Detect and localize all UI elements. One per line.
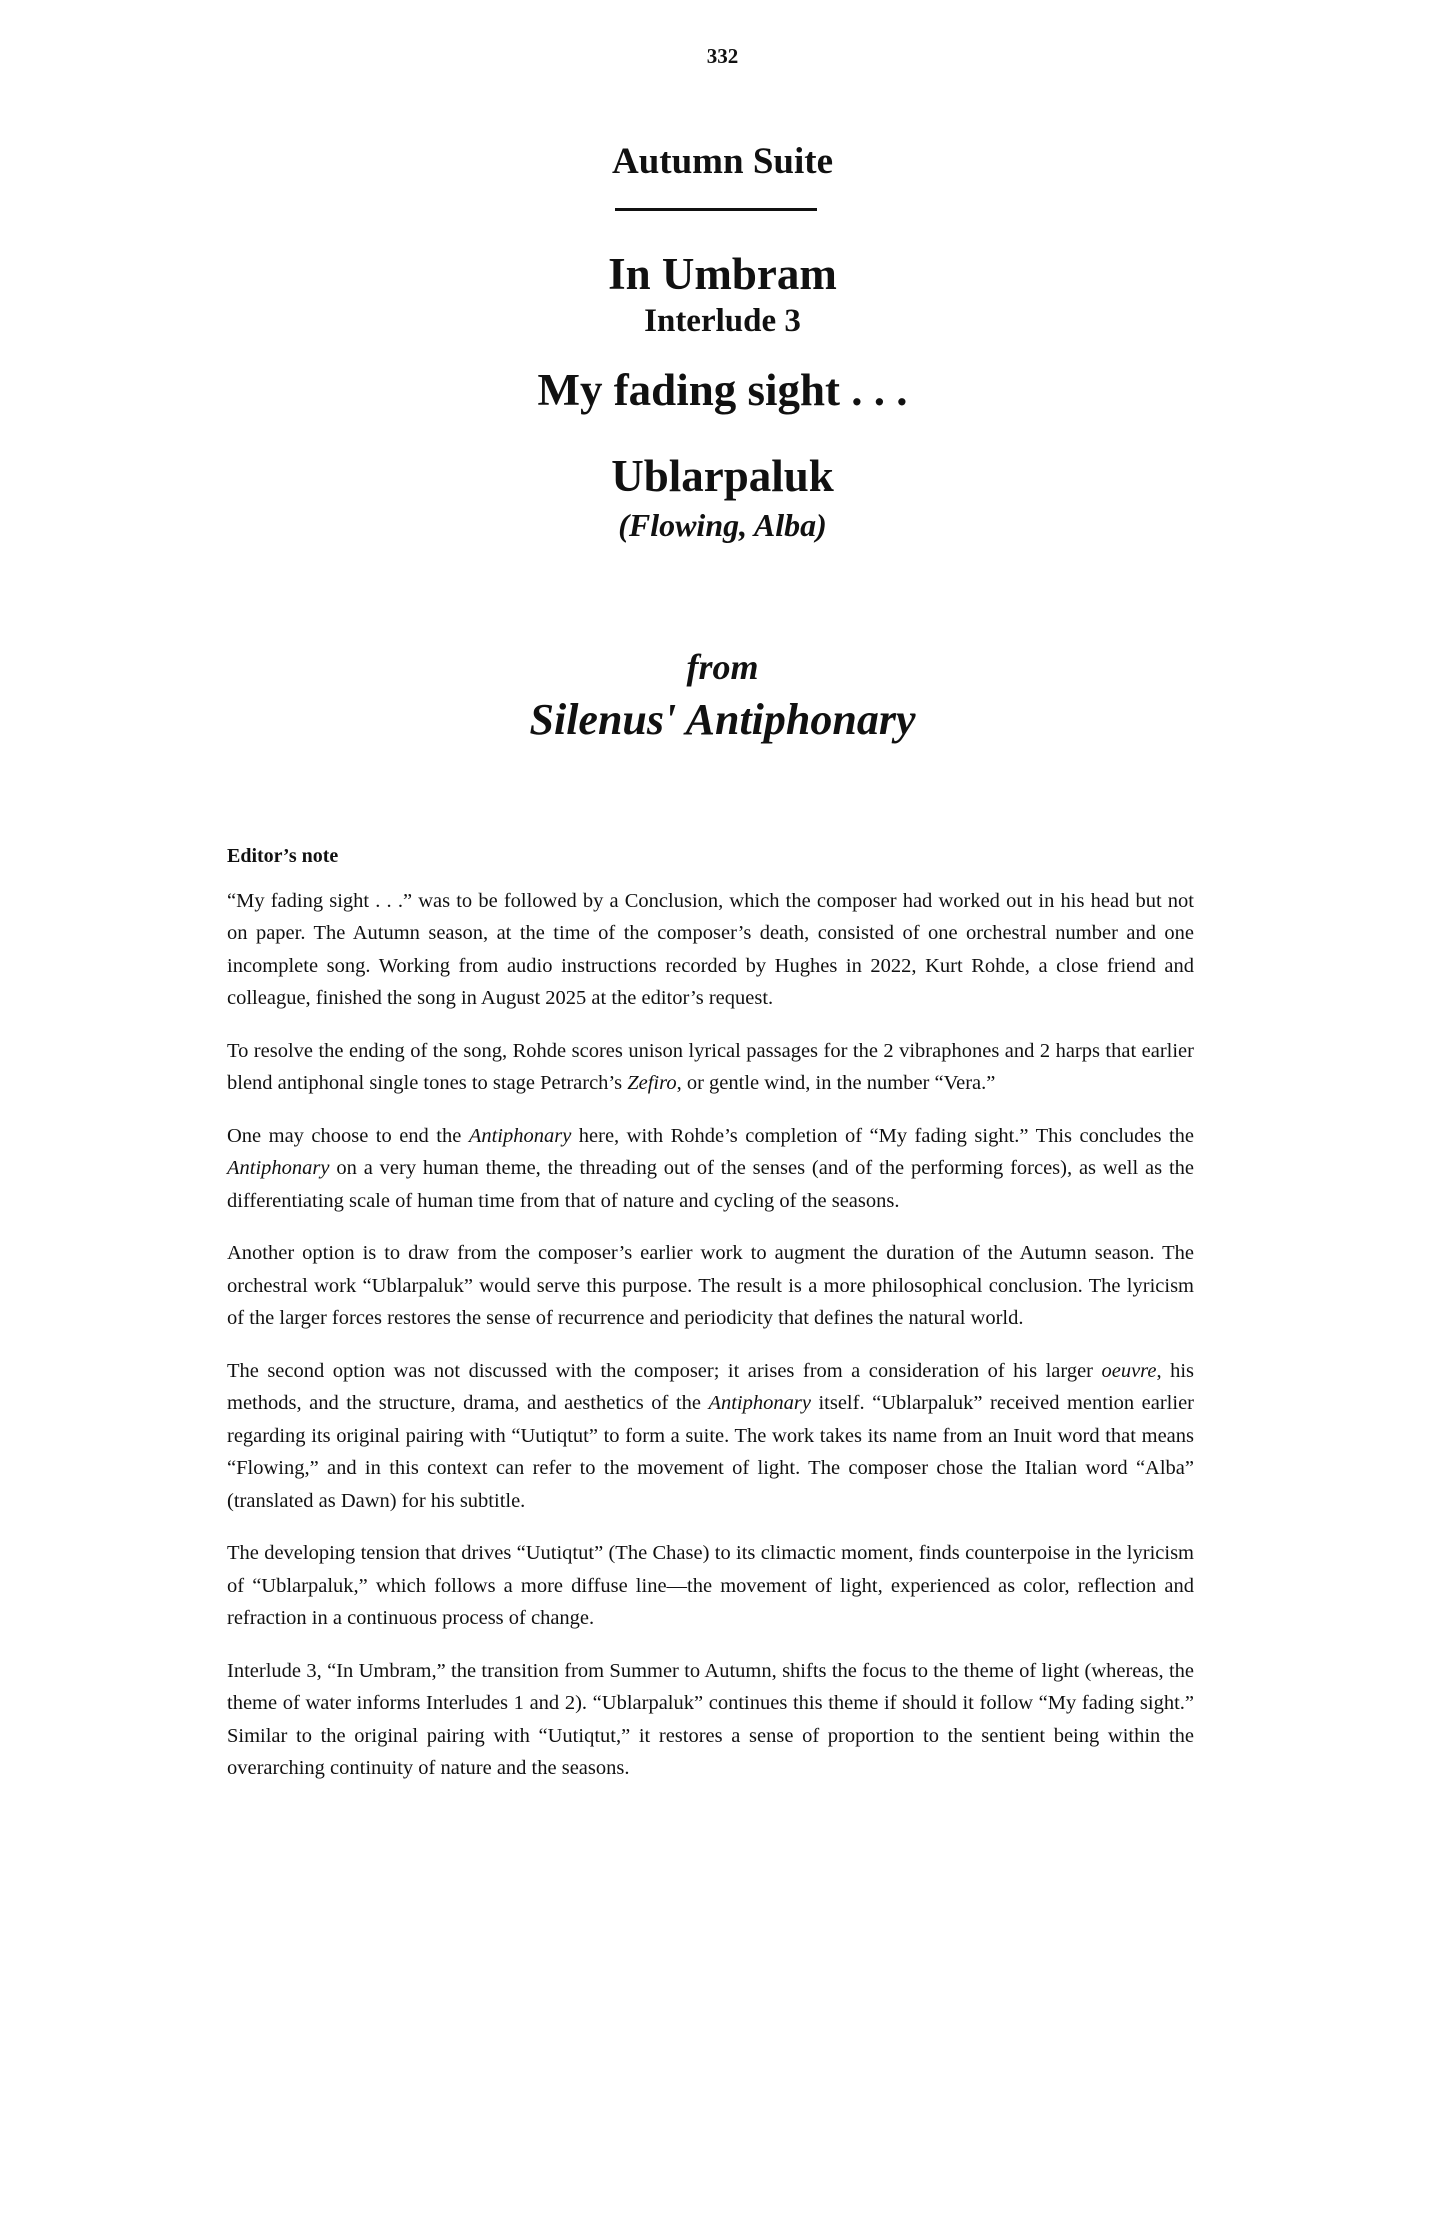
piece-title-ublarpaluk: Ublarpaluk bbox=[611, 451, 834, 501]
title-rule bbox=[615, 208, 817, 211]
note-paragraph-6: The developing tension that drives “Uutiqtut” (The Chase) to its climactic moment, finds counterpoise in the lyricism of “Ublarpaluk,” which follows a more diffuse line—the movement of light, experienced as color, reflection and refraction in a continuous process of change. bbox=[227, 1542, 1194, 1629]
note-text: One may choose to end the bbox=[227, 1124, 469, 1147]
note-italic-antiphonary: Antiphonary bbox=[227, 1157, 330, 1179]
note-text: here, with Rohde’s completion of “My fading sight.” This concludes the bbox=[571, 1124, 1194, 1147]
note-italic-zefiro: Zefiro bbox=[627, 1072, 677, 1094]
piece-subtitle-interlude: Interlude 3 bbox=[644, 303, 801, 339]
note-italic-antiphonary: Antiphonary bbox=[468, 1124, 572, 1147]
editors-note-heading: Editor’s note bbox=[227, 845, 339, 867]
source-title: Silenus' Antiphonary bbox=[529, 695, 916, 744]
page-number: 332 bbox=[706, 44, 739, 68]
piece-subtitle-flowing-alba: (Flowing, Alba) bbox=[618, 507, 827, 543]
note-paragraph-5 bbox=[227, 1355, 1194, 1518]
note-text: itself. “Ublarpaluk” received mention earlier regarding its original pairing with “Uutiqtut” to form a suite. The work takes its name from an Inuit word that means “Flowing,” and in this context can refer to the movement of light. The composer chose the Italian word “Alba” (translated as Dawn) for his subtitle. bbox=[227, 1392, 1194, 1512]
note-paragraph-1: “My fading sight . . .” was to be followed by a Conclusion, which the composer had worked out in his head but not on paper. The Autumn season, at the time of the composer’s death, consisted of one orchestral number and one incomplete song. Working from audio instructions recorded by Hughes in 2022, Kurt Rohde, a close friend and colleague, finished the song in August 2025 at the editor’s request. bbox=[227, 889, 1194, 1009]
note-italic-oeuvre: oeuvre bbox=[1101, 1359, 1157, 1382]
piece-title-my-fading-sight: My fading sight . . . bbox=[537, 365, 908, 415]
editors-note bbox=[227, 840, 1194, 1805]
note-italic-antiphonary: Antiphonary bbox=[708, 1392, 811, 1414]
note-text: , or gentle wind, in the number “Vera.” bbox=[676, 1072, 996, 1094]
note-text: To resolve the ending of the song, Rohde scores unison lyrical passages for the 2 vibraphones and 2 harps that earlier blend antiphonal single tones to stage Petrarch’s bbox=[227, 1039, 1194, 1094]
note-text: The second option was not discussed with the composer; it arises from a consideration of his larger bbox=[227, 1359, 1102, 1382]
note-paragraph-7: Interlude 3, “In Umbram,” the transition from Summer to Autumn, shifts the focus to the theme of light (whereas, the theme of water informs Interludes 1 and 2). “Ublarpaluk” continues this theme if should it follow “My fading sight.” Similar to the original pairing with “Uutiqtut,” it restores a sense of proportion to the sentient being within the overarching continuity of nature and the seasons. bbox=[227, 1659, 1194, 1779]
from-label: from bbox=[686, 647, 759, 687]
note-paragraph-4: Another option is to draw from the composer’s earlier work to augment the duration of the Autumn season. The orchestral work “Ublarpaluk” would serve this purpose. The result is a more philosophical conclusion. The lyricism of the larger forces restores the sense of recurrence and periodicity that defines the natural world. bbox=[227, 1242, 1194, 1329]
note-paragraph-3 bbox=[227, 1120, 1194, 1218]
note-paragraph-2 bbox=[227, 1035, 1194, 1100]
piece-title-in-umbram: In Umbram bbox=[608, 249, 837, 299]
suite-title: Autumn Suite bbox=[611, 141, 834, 182]
note-text: on a very human theme, the threading out of the senses (and of the performing forces), as well as the differentiating scale of human time from that of nature and cycling of the seasons. bbox=[227, 1157, 1194, 1212]
note-text: , his methods, and the structure, drama, and aesthetics of the bbox=[227, 1359, 1194, 1414]
